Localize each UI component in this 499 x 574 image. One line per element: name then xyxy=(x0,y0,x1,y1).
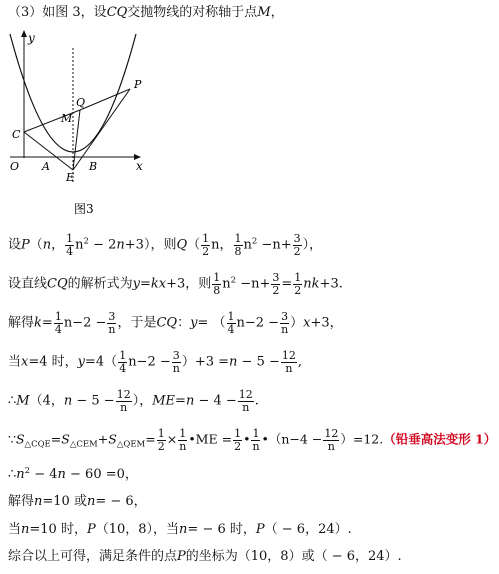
var-n: n xyxy=(229,354,238,370)
exponent: 2 xyxy=(24,466,31,476)
problem-number: （3） xyxy=(8,5,43,20)
denominator: 4 xyxy=(119,361,127,375)
text: =4（ xyxy=(85,354,118,370)
var-cq: CQ xyxy=(47,276,68,292)
text: +3， xyxy=(310,315,343,331)
heading-text: 如图 3，设 xyxy=(42,5,107,20)
fraction xyxy=(178,428,187,452)
text: = （ xyxy=(197,315,226,331)
text: −n+ xyxy=(257,237,292,253)
text: − 4 xyxy=(30,467,58,482)
numerator: 1 xyxy=(234,232,242,245)
subscript: △QEM xyxy=(116,439,146,450)
numerator: 1 xyxy=(202,232,210,245)
fraction xyxy=(227,311,236,335)
fraction xyxy=(116,389,132,413)
denominator: n xyxy=(179,439,187,453)
text: •（n−4 − xyxy=(261,431,323,447)
exponent: 2 xyxy=(251,236,258,247)
label-q: Q xyxy=(76,96,86,109)
denominator: n xyxy=(285,361,293,375)
exponent: 2 xyxy=(230,275,237,286)
text: . xyxy=(254,393,259,409)
var-kx: kx xyxy=(150,276,167,292)
var-m: M xyxy=(16,393,30,409)
text: ）+3 = xyxy=(181,354,230,370)
fraction xyxy=(107,311,116,335)
text: （10，8），当 xyxy=(95,522,180,537)
text: 设直线 xyxy=(8,276,48,292)
subscript: △CQE xyxy=(24,439,51,450)
line-8 xyxy=(8,495,147,508)
var-s: S xyxy=(15,431,25,447)
figure-3 xyxy=(0,22,160,222)
text: •ME = xyxy=(188,431,233,447)
text: ）， xyxy=(302,237,323,253)
label-c: C xyxy=(12,128,21,141)
exponent: 2 xyxy=(83,236,89,247)
line-6 xyxy=(8,428,496,452)
denominator: 2 xyxy=(202,244,210,258)
var-k: k xyxy=(34,315,42,331)
text: 综合以上可得，满足条件的点 xyxy=(8,549,178,564)
text: ）， xyxy=(132,393,153,409)
text: • xyxy=(243,431,251,447)
numerator: 1 xyxy=(119,349,127,362)
fraction xyxy=(118,350,127,374)
var-n: n xyxy=(179,522,188,537)
line-4 xyxy=(8,350,302,374)
method-note: （铅垂高法变形 1） xyxy=(383,431,497,447)
label-a: A xyxy=(42,160,50,173)
text: = xyxy=(50,431,62,447)
label-y: y xyxy=(28,31,35,45)
text: ， xyxy=(51,237,65,253)
text: − 2 xyxy=(88,237,117,253)
text: +3），则 xyxy=(124,237,177,253)
text: +3. xyxy=(319,276,343,292)
denominator: n xyxy=(327,439,335,453)
denominator: n xyxy=(172,361,180,375)
text: =4 时， xyxy=(28,354,78,370)
denominator: 2 xyxy=(234,439,242,453)
var-y: y xyxy=(190,315,198,331)
label-p: P xyxy=(134,78,142,91)
fraction xyxy=(293,272,302,296)
denominator: 8 xyxy=(213,283,221,297)
numerator: 12 xyxy=(238,388,253,401)
figure-caption: 图3 xyxy=(74,202,94,216)
var-s: S xyxy=(61,431,70,447)
text: 的坐标为（10，8）或（ − 6，24）. xyxy=(185,549,402,564)
text: = xyxy=(281,276,293,292)
var-p: P xyxy=(255,522,265,537)
var-nk: nk xyxy=(303,276,320,292)
denominator: 2 xyxy=(294,283,302,297)
var-x: x xyxy=(21,354,29,370)
var-n: n xyxy=(185,393,195,409)
label-m: M xyxy=(61,112,73,125)
fraction xyxy=(293,233,302,257)
var-n: n xyxy=(86,494,96,509)
numerator: 3 xyxy=(108,310,116,323)
heading-end: ， xyxy=(270,5,284,20)
denominator: 8 xyxy=(234,244,242,258)
var-p: P xyxy=(177,549,186,564)
text: = − 6 时， xyxy=(187,522,256,537)
text: 解得 xyxy=(8,315,35,331)
text: （ xyxy=(29,237,43,253)
fraction xyxy=(323,428,339,452)
y-axis-arrow xyxy=(21,30,27,37)
denominator: n xyxy=(252,439,260,453)
line-10 xyxy=(8,550,402,563)
fraction xyxy=(251,428,260,452)
line-9 xyxy=(8,523,352,536)
line-2 xyxy=(8,272,343,296)
numerator: 1 xyxy=(213,271,221,284)
var-p: P xyxy=(21,237,30,253)
text: n xyxy=(243,237,252,253)
text: （ − 6，24）. xyxy=(264,522,352,537)
var-n: n xyxy=(16,467,25,482)
denominator: n xyxy=(108,322,116,336)
text: n−2 − xyxy=(128,354,171,370)
text: ，于是 xyxy=(117,315,157,331)
fraction xyxy=(65,233,74,257)
text: = xyxy=(145,431,156,447)
denominator: 4 xyxy=(66,244,74,258)
denominator: n xyxy=(120,400,128,414)
text: =10 或 xyxy=(42,494,87,509)
subscript: △CEM xyxy=(69,439,98,450)
var-me: ME xyxy=(152,393,176,409)
text: n−2 − xyxy=(63,315,107,331)
text: + xyxy=(97,431,109,447)
numerator: 3 xyxy=(172,349,180,362)
denominator: 2 xyxy=(272,283,280,297)
text: = xyxy=(175,393,186,409)
text: ∴ xyxy=(8,393,17,409)
text: 当 xyxy=(8,522,22,537)
numerator: 3 xyxy=(281,310,289,323)
denominator: 2 xyxy=(293,244,301,258)
numerator: 12 xyxy=(116,388,131,401)
numerator: 12 xyxy=(324,427,339,440)
text: = xyxy=(140,276,151,292)
text: （ xyxy=(187,237,201,253)
text: ： xyxy=(177,315,191,331)
var-n: n xyxy=(57,467,66,482)
numerator: 1 xyxy=(294,271,302,284)
text: −n+ xyxy=(236,276,271,292)
var-p: P xyxy=(86,522,96,537)
fraction xyxy=(212,272,221,296)
text: 的解析式为 xyxy=(67,276,133,292)
label-x: x xyxy=(136,159,143,173)
text: ） xyxy=(290,315,304,331)
text: 设 xyxy=(8,237,22,253)
text: = xyxy=(41,315,53,331)
fraction xyxy=(157,428,166,452)
problem-heading xyxy=(8,6,284,19)
var-y: y xyxy=(132,276,140,292)
var-y: y xyxy=(77,354,86,370)
denominator: 2 xyxy=(157,439,165,453)
var-n: n xyxy=(63,393,73,409)
var-n: n xyxy=(116,237,125,253)
numerator: 1 xyxy=(227,310,235,323)
fraction xyxy=(172,350,181,374)
fraction xyxy=(281,350,297,374)
text: n xyxy=(75,237,84,253)
numerator: 1 xyxy=(234,427,242,440)
heading-m: M xyxy=(257,5,271,20)
denominator: n xyxy=(281,322,289,336)
numerator: 1 xyxy=(252,427,260,440)
label-e: E xyxy=(66,171,75,184)
text: − 4 − xyxy=(194,393,237,409)
numerator: 1 xyxy=(157,427,165,440)
text: =10 时， xyxy=(29,522,87,537)
fraction xyxy=(201,233,210,257)
label-o: O xyxy=(10,160,20,173)
text: 解得 xyxy=(8,494,35,509)
text: 当 xyxy=(8,354,22,370)
fraction xyxy=(54,311,63,335)
label-b: B xyxy=(89,160,98,173)
fraction xyxy=(233,428,242,452)
numerator: 3 xyxy=(293,232,301,245)
var-cq: CQ xyxy=(156,315,178,331)
fraction xyxy=(234,233,243,257)
line-1 xyxy=(8,233,322,257)
text: n−2 − xyxy=(236,315,280,331)
fraction xyxy=(238,389,254,413)
denominator: 4 xyxy=(54,322,62,336)
var-x: x xyxy=(303,315,311,331)
numerator: 12 xyxy=(281,349,296,362)
text: × xyxy=(166,431,178,447)
numerator: 1 xyxy=(179,427,187,440)
line-7 xyxy=(8,467,138,481)
text: +3，则 xyxy=(166,276,212,292)
text: − 5 − xyxy=(72,393,115,409)
text: − 60 =0， xyxy=(65,467,138,482)
denominator: 4 xyxy=(227,322,235,336)
text: n， xyxy=(211,237,233,253)
var-n: n xyxy=(21,522,30,537)
text: ）=12. xyxy=(340,431,384,447)
fraction xyxy=(271,272,280,296)
var-s: S xyxy=(108,431,117,447)
fraction xyxy=(280,311,289,335)
line-5 xyxy=(8,389,259,413)
heading-text-2: 交抛物线的对称轴于点 xyxy=(127,5,258,20)
text: n xyxy=(222,276,231,292)
denominator: n xyxy=(242,400,250,414)
var-n: n xyxy=(34,494,43,509)
text: （4， xyxy=(29,393,64,409)
var-q: Q xyxy=(176,237,188,253)
numerator: 1 xyxy=(54,310,62,323)
text: ∵ xyxy=(8,431,16,447)
line-3 xyxy=(8,311,343,335)
var-n: n xyxy=(42,237,52,253)
numerator: 1 xyxy=(66,232,74,245)
numerator: 3 xyxy=(272,271,280,284)
text: − 5 − xyxy=(237,354,280,370)
text: = − 6， xyxy=(95,494,147,509)
text: , xyxy=(297,354,303,370)
text: ∴ xyxy=(8,467,17,482)
heading-cq: CQ xyxy=(106,5,128,20)
